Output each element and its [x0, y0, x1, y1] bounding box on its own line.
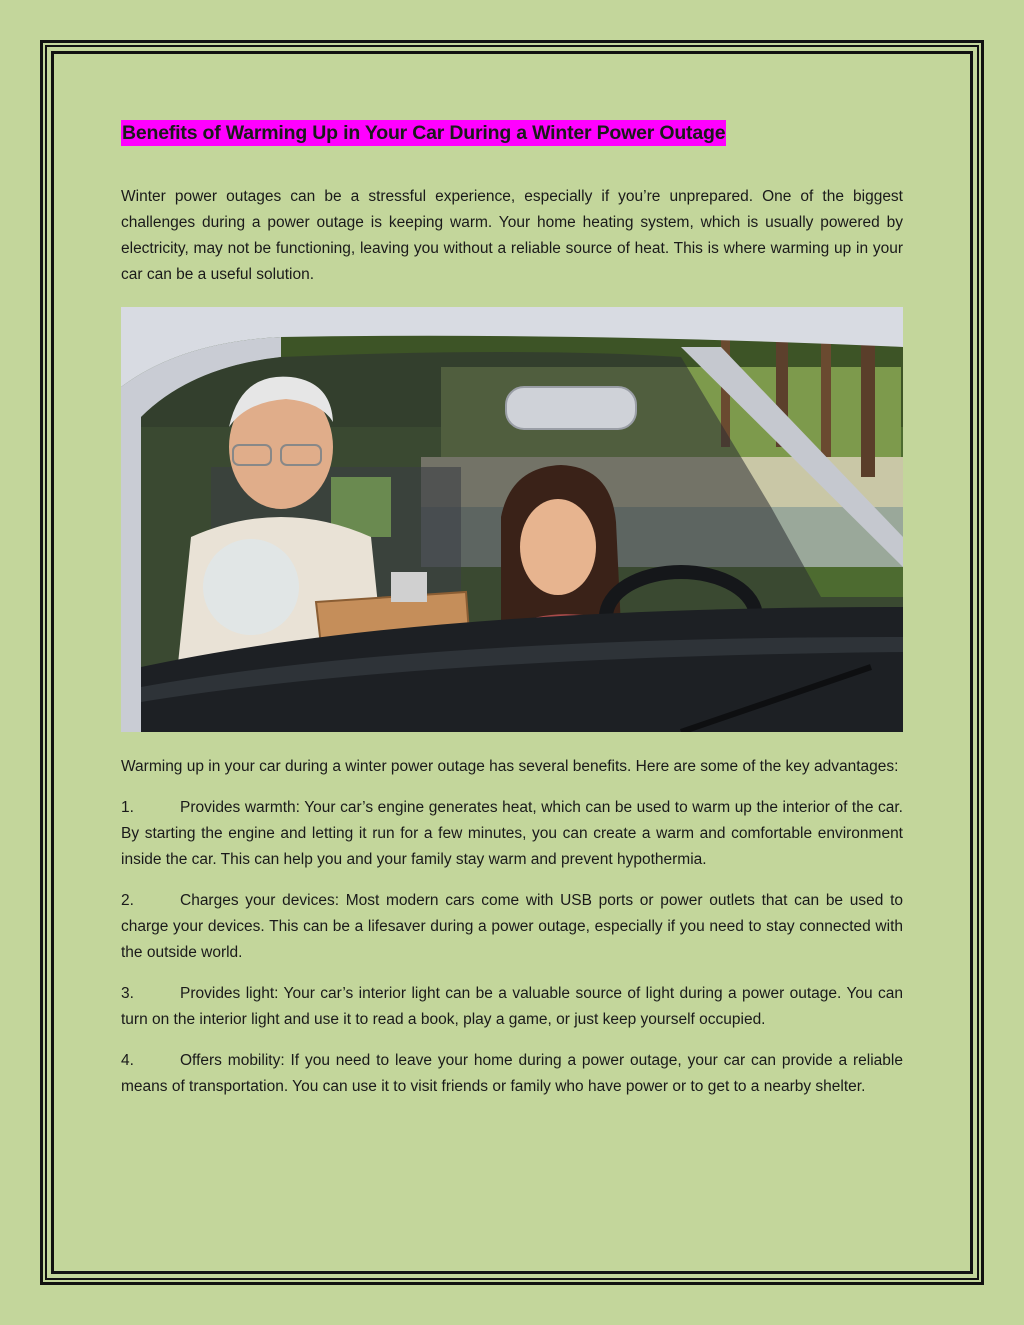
article-title: Benefits of Warming Up in Your Car During a Winter Power Outage — [122, 122, 726, 144]
list-item-text: Provides light: Your car’s interior light can be a valuable source of light during a power outage. You can turn on the interior light and use it to read a book, play a game, or just keep yourself occupied. — [121, 985, 903, 1028]
list-item — [121, 795, 903, 873]
list-item — [121, 1048, 903, 1100]
list-item-text: Charges your devices: Most modern cars come with USB ports or power outlets that can be used to charge your devices. This can be a lifesaver during a power outage, especially if you need to stay connected with the outside world. — [121, 892, 903, 961]
intro-paragraph: Winter power outages can be a stressful experience, especially if you’re unprepared. One of the biggest challenges during a power outage is keeping warm. Your home heating system, which is usually powered by electricity, may not be functioning, leaving you without a reliable source of heat. This is where warming up in your car can be a useful solution. — [121, 188, 903, 283]
list-item-number: 1. — [121, 799, 134, 816]
car-driving-lesson-photo — [121, 307, 903, 732]
list-item-text: Provides warmth: Your car’s engine generates heat, which can be used to warm up the interior of the car. By starting the engine and letting it run for a few minutes, you can create a warm and comfortable environment inside the car. This can help you and your family stay warm and prevent hypothermia. — [121, 799, 903, 868]
list-item-text: Offers mobility: If you need to leave your home during a power outage, your car can provide a reliable means of transportation. You can use it to visit friends or family who have power or to get to a nearby shelter. — [121, 1052, 903, 1095]
list-item-number: 4. — [121, 1052, 134, 1069]
list-item — [121, 888, 903, 966]
list-item-number: 2. — [121, 892, 134, 909]
advantages-intro: Warming up in your car during a winter power outage has several benefits. Here are some of the key advantages: — [121, 758, 899, 775]
list-item — [121, 981, 903, 1033]
article — [121, 120, 903, 1100]
list-item-number: 3. — [121, 985, 134, 1002]
